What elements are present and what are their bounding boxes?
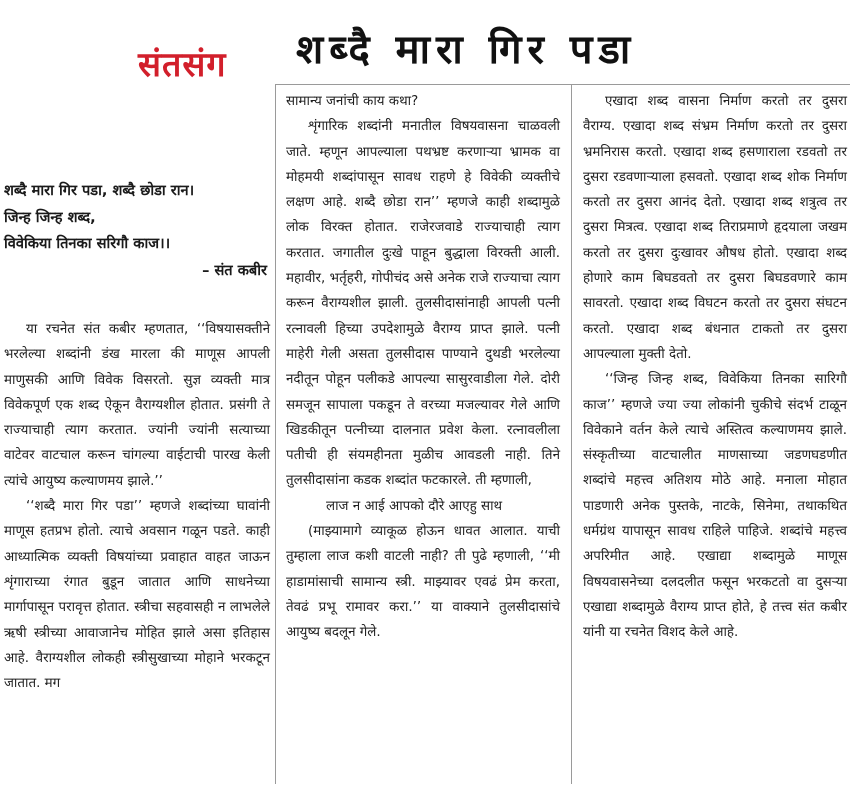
article-column-1 bbox=[4, 317, 270, 696]
paragraph: या रचनेत संत कबीर म्हणतात, ‘‘विषयासक्तीने भरलेल्या शब्दांनी डंख मारला की माणूस आपली माणुसकी आणि विवेक विसरतो. सुज्ञ व्यक्ती मात्र विवेकपूर्ण एक शब्द ऐकून वैराग्यशील होतात. प्रसंगी ते राज्याचाही त्याग करतात. ज्यांनी ज्यांनी सत्याच्या वाटेवर वाटचाल करून चांगल्या वाईटाची पारख केली त्यांचे आयुष्य कल्याणमय झाले.’’ bbox=[4, 322, 270, 489]
paragraph: ‘‘जिन्ह जिन्ह शब्द, विवेकिया तिनका सारिगौ काज’’ म्हणजे ज्या ज्या लोकांनी चुकीचे संदर्भ टाळून विवेकाने वर्तन केले त्याचे अस्तित्व कल्याणमय झाले. संस्कृतीच्या वाटचालीत माणसाच्या जडणघडणीत शब्दांचे महत्त्व अतिशय मोठे आहे. मनाला मोहात पाडणारी अनेक पुस्तके, नाटके, सिनेमा, तथाकथित धर्मग्रंथ यापासून सावध राहिले पाहिजे. शब्दांचे महत्त्व अपरिमीत आहे. एखाद्या शब्दामुळे माणूस विषयवासनेच्या दलदलीत फसून भरकटतो वा दुसऱ्या एखाद्या शब्दामुळे वैराग्य प्राप्त होते, हे तत्त्व संत कबीर यांनी या रचनेत विशद केले आहे. bbox=[583, 372, 847, 641]
verse-quote-line: लाज न आई आपको दौरे आएहु साथ bbox=[326, 498, 503, 514]
article-column-3 bbox=[583, 89, 847, 646]
verse-line: जिन्ह जिन्ह शब्द, bbox=[4, 208, 96, 226]
column-rule-1 bbox=[275, 84, 276, 784]
verse-quote bbox=[4, 178, 269, 284]
verse-line: विवेकिया तिनका सरिगौ काज।। bbox=[4, 235, 171, 252]
section-kicker: संतसंग bbox=[138, 45, 227, 85]
paragraph: एखादा शब्द वासना निर्माण करतो तर दुसरा वैराग्य. एखादा शब्द संभ्रम निर्माण करतो तर दुसरा भ्रमनिरास करतो. एखादा शब्द हसणाराला रडवतो तर दुसरा रडवणाऱ्याला हसवतो. एखादा शब्द शोक निर्माण करतो तर दुसरा आनंद देतो. एखादा शब्द शत्रुत्व तर दुसरा मित्रत्व. एखादा शब्द तिराप्रमाणे हृदयाला जखम करतो तर दुसरा दुःखावर औषध होतो. एखादा शब्द होणारे काम बिघडवतो तर दुसरा बिघडवणारे काम सावरतो. एखादा शब्द विघटन करतो तर दुसरा संघटन करतो. एखादा शब्द बंधनात टाकतो तर दुसरा आपल्याला मुक्ती देतो. bbox=[583, 94, 847, 362]
verse-line: शब्दै मारा गिर पडा, शब्दै छोडा रान। bbox=[4, 182, 195, 199]
paragraph: (माझ्यामागे व्याकूळ होऊन धावत आलात. याची तुम्हाला लाज कशी वाटली नाही? ती पुढे म्हणाली, ‘‘मी हाडामांसाची सामान्य स्त्री. माझ्यावर एवढं प्रेम करता, तेवढं प्रभू रामावर करा.’’ या वाक्याने तुलसीदासांचे आयुष्य बदलून गेले. bbox=[286, 524, 560, 641]
article-column-2 bbox=[286, 89, 560, 646]
article-headline: शब्दै मारा गिर पडा bbox=[296, 27, 637, 73]
paragraph: ‘‘शब्दै मारा गिर पडा’’ म्हणजे शब्दांच्या घावांनी माणूस हतप्रभ होतो. त्याचे अवसान गळून पडते. काही आध्यात्मिक व्यक्ती विषयांच्या प्रवाहात वाहत जाऊन शृंगाराच्या रंगात बुडून जातात आणि साधनेच्या मार्गापासून परावृत्त होतात. स्त्रीचा सहवासही न लाभलेले ऋषी स्त्रीच्या आवाजानेच मोहित झाले असा इतिहास आहे. वैराग्यशील लोकही स्त्रीसुखाच्या मोहाने भरकटून जातात. मग bbox=[4, 499, 270, 692]
paragraph: सामान्य जनांची काय कथा? bbox=[286, 94, 419, 109]
verse-attribution: – संत कबीर bbox=[202, 261, 267, 279]
column-rule-top bbox=[275, 84, 850, 85]
column-rule-2 bbox=[571, 84, 572, 784]
paragraph: शृंगारिक शब्दांनी मनातील विषयवासना चाळवली जाते. म्हणून आपल्याला पथभ्रष्ट करणाऱ्या भ्रामक वा मोहमयी शब्दांपासून सावध राहणे हे विवेकी व्यक्तीचे लक्षण आहे. शब्दै छोडा रान’’ म्हणजे काही शब्दामुळे लोक विरक्त होतात. राजेरजवाडे राज्याचाही त्याग करतात. जगातील दुःखे पाहून बुद्धाला विरक्ती आली. महावीर, भर्तृहरी, गोपीचंद असे अनेक राजे राज्याचा त्याग करून वैराग्यशील झाली. तुलसीदासांनाही आपली पत्नी रत्नावली हिच्या उपदेशामुळे वैराग्य प्राप्त झाले. पत्नी माहेरी गेली असता तुलसीदास पाण्याने दुथडी भरलेल्या नदीतून पोहून पलीकडे आपल्या सासुरवाडीला गेले. दोरी समजून सापाला पकडून ते वरच्या मजल्यावर गेले आणि खिडकीतून पत्नीच्या दालनात प्रवेश केला. रत्नावलीला पतीची ही संयमहीनता मुळीच आवडली नाही. तिने तुलसीदासांना कडक शब्दांत फटकारले. ती म्हणाली, bbox=[286, 119, 560, 489]
